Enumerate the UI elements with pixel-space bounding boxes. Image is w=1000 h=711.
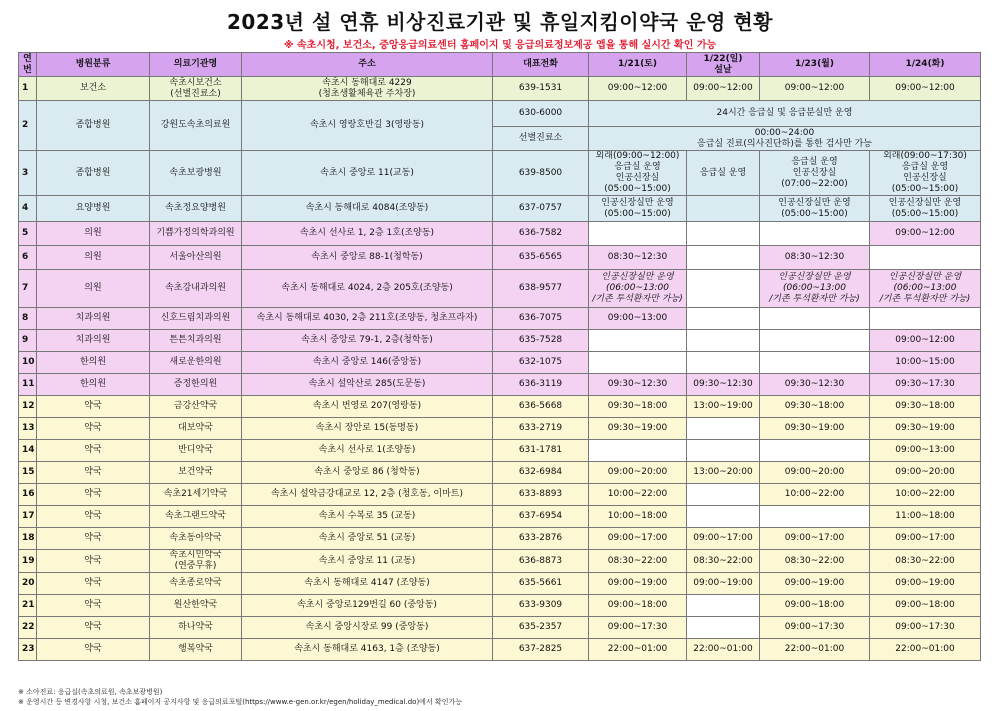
table-header-row: [19, 53, 981, 77]
schedule-cell: 22:00~01:00: [760, 639, 870, 661]
facility-name-cell: 원산한약국: [150, 595, 242, 617]
facility-name-cell: 속초강내과의원: [150, 270, 242, 308]
facility-name-cell: 신호드림치과의원: [150, 308, 242, 330]
schedule-cell: 09:30~19:00: [870, 418, 981, 440]
row-number-cell: 10: [19, 352, 37, 374]
schedule-cell: [589, 440, 687, 462]
table-row: [19, 528, 981, 550]
facility-name-cell: 하나약국: [150, 617, 242, 639]
category-cell: 요양병원: [37, 196, 150, 222]
schedule-cell: 09:00~17:30: [760, 617, 870, 639]
facility-name-cell: 속초동아약국: [150, 528, 242, 550]
category-cell: 의원: [37, 246, 150, 270]
schedule-cell: 09:00~17:30: [589, 617, 687, 639]
table-row: [19, 270, 981, 308]
table-row: [19, 639, 981, 661]
row-number-cell: 14: [19, 440, 37, 462]
page-title: 2023년 설 연휴 비상진료기관 및 휴일지킴이약국 운영 현황: [227, 10, 773, 34]
address-cell: 속초시 동해대로 4030, 2층 211호(조양동, 청초프라자): [242, 308, 493, 330]
category-cell: 보건소: [37, 77, 150, 101]
schedule-cell: 09:00~20:00: [760, 462, 870, 484]
table-row: [19, 484, 981, 506]
schedule-cell: 09:30~12:30: [687, 374, 760, 396]
schedule-table: [18, 52, 981, 661]
schedule-cell: 10:00~22:00: [760, 484, 870, 506]
column-header: 주소: [242, 53, 493, 77]
facility-name-cell: 속초시민약국 (연중무휴): [150, 550, 242, 573]
schedule-cell: [687, 246, 760, 270]
row-number-cell: 20: [19, 573, 37, 595]
address-cell: 속초시 중앙로 11 (교동): [242, 550, 493, 573]
row-number-cell: 22: [19, 617, 37, 639]
phone-cell: 635-2357: [493, 617, 589, 639]
schedule-cell: 09:30~12:30: [760, 374, 870, 396]
address-cell: 속초시 동해대로 4163, 1층 (조양동): [242, 639, 493, 661]
schedule-cell: 09:30~18:00: [760, 396, 870, 418]
phone-cell: 637-0757: [493, 196, 589, 222]
schedule-cell: 09:30~17:30: [870, 374, 981, 396]
category-cell: 의원: [37, 222, 150, 246]
schedule-cell: 09:00~13:00: [870, 440, 981, 462]
phone-cell: 632-6984: [493, 462, 589, 484]
schedule-cell: 외래(09:00~17:30) 응급실 운영 인공신장실(05:00~15:00): [870, 151, 981, 196]
schedule-cell: [589, 352, 687, 374]
schedule-cell: 09:00~19:00: [589, 573, 687, 595]
category-cell: 약국: [37, 440, 150, 462]
category-cell: 치과의원: [37, 330, 150, 352]
address-cell: 속초시 중앙로 86 (청학동): [242, 462, 493, 484]
table-row: [19, 506, 981, 528]
schedule-cell: 08:30~12:30: [760, 246, 870, 270]
facility-name-cell: 서울아산의원: [150, 246, 242, 270]
schedule-cell: [687, 595, 760, 617]
schedule-cell: [687, 196, 760, 222]
category-cell: 약국: [37, 396, 150, 418]
facility-name-cell: 속초21세기약국: [150, 484, 242, 506]
facility-name-cell: 대보약국: [150, 418, 242, 440]
address-cell: 속초시 번영로 207(영랑동): [242, 396, 493, 418]
phone-cell: 633-2719: [493, 418, 589, 440]
schedule-cell: 인공신장실만 운영 (06:00~13:00 /기존 투석환자만 가능): [760, 270, 870, 308]
schedule-cell: 인공신장실만 운영 (05:00~15:00): [870, 196, 981, 222]
category-cell: 약국: [37, 550, 150, 573]
facility-name-cell: 속초종로약국: [150, 573, 242, 595]
column-header: 1/24(화): [870, 53, 981, 77]
schedule-cell: 인공신장실만 운영 (05:00~15:00): [760, 196, 870, 222]
table-row: [19, 101, 981, 127]
row-number-cell: 8: [19, 308, 37, 330]
table-row: [19, 617, 981, 639]
facility-name-cell: 행복약국: [150, 639, 242, 661]
table-row: [19, 308, 981, 330]
address-cell: 속초시 선사로 1(조양동): [242, 440, 493, 462]
row-number-cell: 19: [19, 550, 37, 573]
schedule-cell: 08:30~12:30: [589, 246, 687, 270]
schedule-cell: 09:00~12:00: [760, 77, 870, 101]
facility-name-cell: 금강산약국: [150, 396, 242, 418]
schedule-cell: [687, 484, 760, 506]
schedule-cell: 09:00~17:00: [760, 528, 870, 550]
schedule-cell: 10:00~18:00: [589, 506, 687, 528]
row-number-cell: 2: [19, 101, 37, 151]
phone-cell: 637-6954: [493, 506, 589, 528]
phone-cell: 636-3119: [493, 374, 589, 396]
schedule-cell: 09:00~19:00: [760, 573, 870, 595]
table-row: [19, 595, 981, 617]
category-cell: 한의원: [37, 352, 150, 374]
row-number-cell: 3: [19, 151, 37, 196]
row-number-cell: 16: [19, 484, 37, 506]
schedule-cell: 09:00~18:00: [589, 595, 687, 617]
schedule-cell: 11:00~18:00: [870, 506, 981, 528]
column-header: 병원분류: [37, 53, 150, 77]
row-number-cell: 11: [19, 374, 37, 396]
phone-cell: 637-2825: [493, 639, 589, 661]
schedule-cell: 22:00~01:00: [870, 639, 981, 661]
facility-name-cell: 속초그랜드약국: [150, 506, 242, 528]
phone-cell: 639-8500: [493, 151, 589, 196]
column-header: 1/22(일) 설날: [687, 53, 760, 77]
schedule-cell: 응급실 운영 인공신장실(07:00~22:00): [760, 151, 870, 196]
row-number-cell: 6: [19, 246, 37, 270]
schedule-cell: 09:00~20:00: [870, 462, 981, 484]
category-cell: 의원: [37, 270, 150, 308]
schedule-cell: 10:00~22:00: [589, 484, 687, 506]
address-cell: 속초시 영랑호반길 3(영랑동): [242, 101, 493, 151]
phone-cell: 639-1531: [493, 77, 589, 101]
address-cell: 속초시 중앙로129번길 60 (중앙동): [242, 595, 493, 617]
phone-cell: 633-9309: [493, 595, 589, 617]
row-number-cell: 23: [19, 639, 37, 661]
row-number-cell: 9: [19, 330, 37, 352]
schedule-cell: [687, 418, 760, 440]
address-cell: 속초시 중앙로 146(중앙동): [242, 352, 493, 374]
table-row: [19, 374, 981, 396]
schedule-cell: 09:00~18:00: [870, 595, 981, 617]
address-cell: 속초시 동해대로 4024, 2층 205호(조양동): [242, 270, 493, 308]
schedule-cell: [760, 222, 870, 246]
category-cell: 종합병원: [37, 151, 150, 196]
category-cell: 약국: [37, 595, 150, 617]
schedule-cell: 09:00~12:00: [870, 77, 981, 101]
phone-cell: 636-7075: [493, 308, 589, 330]
phone-cell: 633-2876: [493, 528, 589, 550]
schedule-cell: [870, 308, 981, 330]
schedule-cell: 09:00~17:30: [870, 617, 981, 639]
table-row: [19, 462, 981, 484]
schedule-cell: 인공신장실만 운영 (06:00~13:00 /기존 투석환자만 가능): [870, 270, 981, 308]
phone-cell: 631-1781: [493, 440, 589, 462]
category-cell: 약국: [37, 573, 150, 595]
row-number-cell: 18: [19, 528, 37, 550]
table-body: [19, 77, 981, 661]
facility-name-cell: 속초시보건소 (선별진료소): [150, 77, 242, 101]
phone-cell: 630-6000: [493, 101, 589, 127]
category-cell: 치과의원: [37, 308, 150, 330]
schedule-cell: [687, 270, 760, 308]
schedule-cell: [589, 330, 687, 352]
schedule-cell: [589, 222, 687, 246]
schedule-cell: [687, 506, 760, 528]
row-number-cell: 13: [19, 418, 37, 440]
schedule-cell: 10:00~22:00: [870, 484, 981, 506]
category-cell: 약국: [37, 617, 150, 639]
schedule-cell: [870, 246, 981, 270]
schedule-cell: 응급실 운영: [687, 151, 760, 196]
phone-cell: 635-6565: [493, 246, 589, 270]
table-row: [19, 418, 981, 440]
facility-name-cell: 새로운한의원: [150, 352, 242, 374]
facility-name-cell: 속초보광병원: [150, 151, 242, 196]
phone-cell: 635-7528: [493, 330, 589, 352]
row-number-cell: 7: [19, 270, 37, 308]
address-cell: 속초시 선사로 1, 2층 1호(조양동): [242, 222, 493, 246]
table-row: [19, 330, 981, 352]
schedule-span-cell: 24시간 응급실 및 응급분실만 운영: [589, 101, 981, 127]
row-number-cell: 21: [19, 595, 37, 617]
schedule-cell: 09:00~18:00: [760, 595, 870, 617]
address-cell: 속초시 중앙로 79-1, 2층(청학동): [242, 330, 493, 352]
facility-name-cell: 기쁨가정의학과의원: [150, 222, 242, 246]
facility-name-cell: 튼튼치과의원: [150, 330, 242, 352]
schedule-cell: 13:00~19:00: [687, 396, 760, 418]
schedule-cell: 10:00~15:00: [870, 352, 981, 374]
address-cell: 속초시 중앙로 11(교동): [242, 151, 493, 196]
schedule-cell: 09:30~18:00: [870, 396, 981, 418]
schedule-cell: [760, 330, 870, 352]
schedule-cell: 09:30~18:00: [589, 396, 687, 418]
row-number-cell: 12: [19, 396, 37, 418]
schedule-cell: [687, 352, 760, 374]
category-cell: 약국: [37, 462, 150, 484]
category-cell: 약국: [37, 639, 150, 661]
phone-cell: 선별진료소: [493, 127, 589, 151]
facility-name-cell: 반디약국: [150, 440, 242, 462]
category-cell: 약국: [37, 484, 150, 506]
category-cell: 약국: [37, 506, 150, 528]
schedule-cell: 09:30~19:00: [760, 418, 870, 440]
address-cell: 속초시 동해대로 4229 (청초생활체육관 주차장): [242, 77, 493, 101]
schedule-cell: 인공신장실만 운영 (06:00~13:00 /기존 투석환자만 가능): [589, 270, 687, 308]
column-header: 1/23(월): [760, 53, 870, 77]
schedule-cell: [687, 222, 760, 246]
category-cell: 약국: [37, 418, 150, 440]
address-cell: 속초시 중앙로 88-1(청학동): [242, 246, 493, 270]
column-header: 의료기관명: [150, 53, 242, 77]
schedule-cell: [687, 308, 760, 330]
schedule-cell: 09:30~19:00: [589, 418, 687, 440]
address-cell: 속초시 중앙로 51 (교동): [242, 528, 493, 550]
schedule-cell: 외래(09:00~12:00) 응급실 운영 인공신장실(05:00~15:00): [589, 151, 687, 196]
table-row: [19, 196, 981, 222]
address-cell: 속초시 장안로 15(동명동): [242, 418, 493, 440]
row-number-cell: 1: [19, 77, 37, 101]
table-row: [19, 352, 981, 374]
phone-cell: 632-1075: [493, 352, 589, 374]
column-header: 1/21(토): [589, 53, 687, 77]
column-header: 연번: [19, 53, 37, 77]
row-number-cell: 4: [19, 196, 37, 222]
schedule-cell: 09:00~19:00: [870, 573, 981, 595]
row-number-cell: 15: [19, 462, 37, 484]
category-cell: 종합병원: [37, 101, 150, 151]
table-row: [19, 396, 981, 418]
phone-cell: 636-8873: [493, 550, 589, 573]
schedule-cell: [687, 617, 760, 639]
facility-name-cell: 증정한의원: [150, 374, 242, 396]
schedule-cell: 08:30~22:00: [760, 550, 870, 573]
footnotes: [18, 687, 462, 707]
schedule-cell: 09:00~17:00: [870, 528, 981, 550]
phone-cell: 636-5668: [493, 396, 589, 418]
schedule-cell: 09:00~13:00: [589, 308, 687, 330]
table-row: [19, 151, 981, 196]
category-cell: 약국: [37, 528, 150, 550]
facility-name-cell: 속초정요양병원: [150, 196, 242, 222]
schedule-cell: 인공신장실만 운영 (05:00~15:00): [589, 196, 687, 222]
table-row: [19, 573, 981, 595]
schedule-cell: [760, 308, 870, 330]
footnote-changes: ※ 운영시간 등 변경사항 시청, 보건소 홈페이지 공지사항 및 응급의료포털(https://www.e-gen.or.kr/egen/holiday_medical.do)에서 확인가능: [18, 698, 462, 706]
schedule-cell: 09:00~12:00: [687, 77, 760, 101]
table-row: [19, 77, 981, 101]
phone-cell: 636-7582: [493, 222, 589, 246]
address-cell: 속초시 설악금강대교로 12, 2층 (청호동, 이마트): [242, 484, 493, 506]
category-cell: 한의원: [37, 374, 150, 396]
address-cell: 속초시 수복로 35 (교동): [242, 506, 493, 528]
schedule-cell: 09:00~17:00: [687, 528, 760, 550]
row-number-cell: 17: [19, 506, 37, 528]
schedule-cell: [760, 440, 870, 462]
address-cell: 속초시 설악산로 285(도문동): [242, 374, 493, 396]
facility-name-cell: 보건약국: [150, 462, 242, 484]
address-cell: 속초시 동해대로 4147 (조양동): [242, 573, 493, 595]
schedule-cell: [687, 440, 760, 462]
schedule-cell: 09:30~12:30: [589, 374, 687, 396]
schedule-cell: [687, 330, 760, 352]
schedule-cell: 09:00~19:00: [687, 573, 760, 595]
schedule-cell: 08:30~22:00: [870, 550, 981, 573]
facility-name-cell: 강원도속초의료원: [150, 101, 242, 151]
schedule-cell: 09:00~17:00: [589, 528, 687, 550]
table-row: [19, 246, 981, 270]
schedule-span-cell: 00:00~24:00 응급실 진료(의사진단하)를 통한 검사만 가능: [589, 127, 981, 151]
column-header: 대표전화: [493, 53, 589, 77]
row-number-cell: 5: [19, 222, 37, 246]
phone-cell: 638-9577: [493, 270, 589, 308]
schedule-cell: 08:30~22:00: [687, 550, 760, 573]
schedule-cell: 09:00~12:00: [589, 77, 687, 101]
schedule-cell: 22:00~01:00: [589, 639, 687, 661]
schedule-cell: 22:00~01:00: [687, 639, 760, 661]
schedule-cell: [760, 352, 870, 374]
table-row: [19, 440, 981, 462]
schedule-cell: 09:00~12:00: [870, 222, 981, 246]
footnote-pediatric: ※ 소아진료: 응급실(속초의료원, 속초보광병원): [18, 688, 163, 696]
address-cell: 속초시 중앙시장로 99 (중앙동): [242, 617, 493, 639]
address-cell: 속초시 동해대로 4084(조양동): [242, 196, 493, 222]
table-row: [19, 550, 981, 573]
schedule-cell: 09:00~20:00: [589, 462, 687, 484]
schedule-cell: 08:30~22:00: [589, 550, 687, 573]
phone-cell: 633-8893: [493, 484, 589, 506]
schedule-cell: 09:00~12:00: [870, 330, 981, 352]
phone-cell: 635-5661: [493, 573, 589, 595]
page-subtitle: ※ 속초시청, 보건소, 중앙응급의료센터 홈페이지 및 응급의료정보제공 앱을 통해 실시간 확인 가능: [283, 40, 717, 51]
table-row: [19, 222, 981, 246]
schedule-cell: [760, 506, 870, 528]
schedule-cell: 13:00~20:00: [687, 462, 760, 484]
